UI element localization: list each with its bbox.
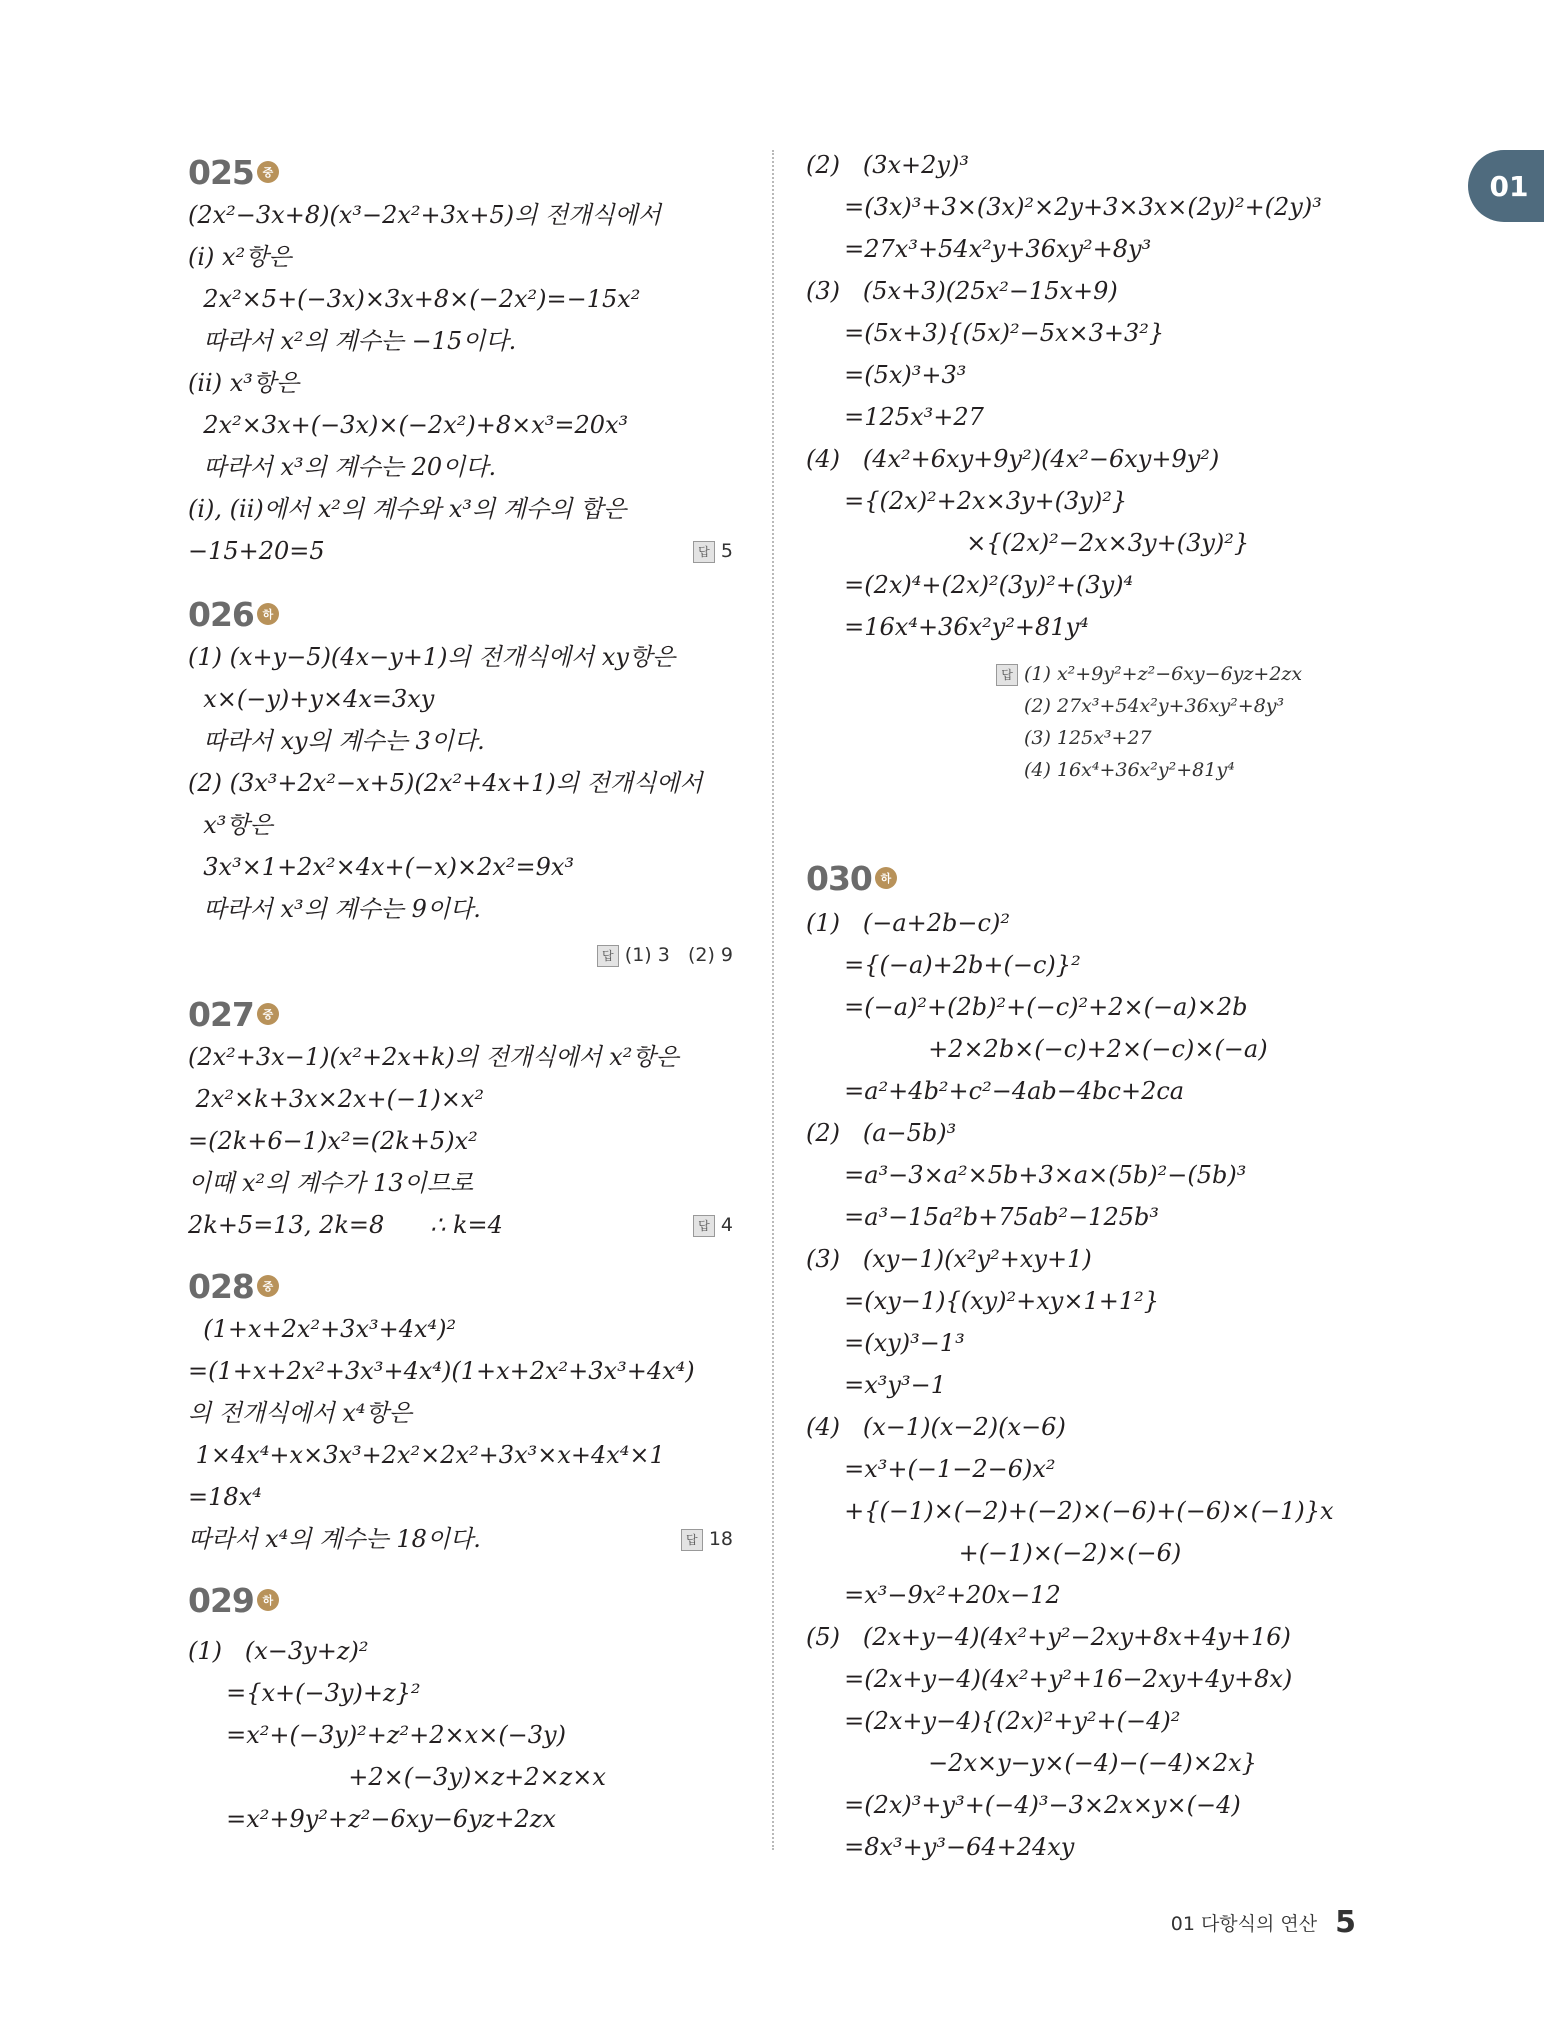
solution-line: =(1+x+2x²+3x³+4x⁴)(1+x+2x²+3x³+4x⁴) — [188, 1357, 695, 1385]
answer — [681, 1524, 733, 1554]
solution-line: (3) (xy−1)(x²y²+xy+1) — [806, 1245, 1092, 1273]
answer-item — [996, 754, 1302, 786]
answer-value: (4) 16x⁴+36x²y²+81y⁴ — [1024, 759, 1235, 781]
solution-line: =x³−9x²+20x−12 — [806, 1581, 1061, 1609]
solution-line: =a³−3×a²×5b+3×a×(5b)²−(5b)³ — [806, 1161, 1247, 1189]
problem-number: 026 — [188, 594, 254, 634]
solution-line: =x³+(−1−2−6)x² — [806, 1455, 1056, 1483]
solution-line: 따라서 x⁴의 계수는 18이다. — [188, 1525, 481, 1553]
solution-line: =x³y³−1 — [806, 1371, 946, 1399]
solution-line: =(2x+y−4)(4x²+y²+16−2xy+4y+8x) — [806, 1665, 1293, 1693]
solution-line: =18x⁴ — [188, 1483, 262, 1511]
solution-line: (1) (x−3y+z)² — [188, 1637, 369, 1665]
solution-line: (1) (x+y−5)(4x−y+1)의 전개식에서 xy항은 — [188, 643, 676, 671]
problem-header — [806, 856, 897, 900]
solution-line: 따라서 x³의 계수는 20이다. — [188, 453, 497, 481]
solution-line: (4) (4x²+6xy+9y²)(4x²−6xy+9y²) — [806, 445, 1220, 473]
solution-line: (2) (a−5b)³ — [806, 1119, 957, 1147]
solution-line: 따라서 xy의 계수는 3이다. — [188, 727, 485, 755]
answer-item — [996, 658, 1302, 690]
solution-line: (ii) x³항은 — [188, 369, 300, 397]
solution-line: =(2k+6−1)x²=(2k+5)x² — [188, 1127, 478, 1155]
solution-line: −2x×y−y×(−4)−(−4)×2x} — [806, 1749, 1257, 1777]
solution-line: 1×4x⁴+x×3x³+2x²×2x²+3x³×x+4x⁴×1 — [188, 1441, 665, 1469]
solution-line: +{(−1)×(−2)+(−2)×(−6)+(−6)×(−1)}x — [806, 1497, 1334, 1525]
solution-line: x³항은 — [188, 811, 273, 839]
answer-value: (1) 3 (2) 9 — [624, 944, 733, 966]
solution-line: (i) x²항은 — [188, 243, 292, 271]
answer-value: 18 — [708, 1528, 733, 1550]
problem-number: 027 — [188, 994, 254, 1034]
solution-line: =(2x)³+y³+(−4)³−3×2x×y×(−4) — [806, 1791, 1241, 1819]
problem-number: 028 — [188, 1266, 254, 1306]
solution-line: +2×2b×(−c)+2×(−c)×(−a) — [806, 1035, 1268, 1063]
solution-line: ×{(2x)²−2x×3y+(3y)²} — [806, 529, 1250, 557]
answer-list — [996, 658, 1302, 786]
problem-header — [188, 592, 279, 636]
solution-line: =16x⁴+36x²y²+81y⁴ — [806, 613, 1089, 641]
solution-line: =(5x)³+3³ — [806, 361, 967, 389]
difficulty-badge: 하 — [257, 603, 279, 625]
problem-header — [188, 150, 279, 194]
solution-line: =(2x+y−4){(2x)²+y²+(−4)² — [806, 1707, 1181, 1735]
solution-line: (2) (3x+2y)³ — [806, 151, 969, 179]
answer-mark-icon: 답 — [597, 945, 619, 967]
solution-line: 따라서 x³의 계수는 9이다. — [188, 895, 481, 923]
solution-line: =a²+4b²+c²−4ab−4bc+2ca — [806, 1077, 1185, 1105]
solution-line: 2k+5=13, 2k=8 ∴ k=4 — [188, 1211, 503, 1239]
difficulty-badge: 중 — [257, 161, 279, 183]
solution-line: =x²+9y²+z²−6xy−6yz+2zx — [188, 1805, 556, 1833]
solution-line: =(xy−1){(xy)²+xy×1+1²} — [806, 1287, 1160, 1315]
solution-line: −15+20=5 — [188, 537, 325, 565]
solution-line: x×(−y)+y×4x=3xy — [188, 685, 435, 713]
solution-line: ={x+(−3y)+z}² — [188, 1679, 421, 1707]
solution-line: ={(−a)+2b+(−c)}² — [806, 951, 1081, 979]
answer — [693, 1210, 733, 1240]
answer-value: (1) x²+9y²+z²−6xy−6yz+2zx — [1024, 663, 1303, 685]
solution-line: 따라서 x²의 계수는 −15이다. — [188, 327, 517, 355]
solution-line: (2x²−3x+8)(x³−2x²+3x+5)의 전개식에서 — [188, 201, 661, 229]
problem-number: 030 — [806, 858, 872, 898]
answer — [597, 940, 733, 970]
chapter-tab — [1468, 150, 1544, 222]
solution-line: =a³−15a²b+75ab²−125b³ — [806, 1203, 1159, 1231]
difficulty-badge: 중 — [257, 1275, 279, 1297]
difficulty-badge: 중 — [257, 1003, 279, 1025]
solution-line: 의 전개식에서 x⁴항은 — [188, 1399, 412, 1427]
problem-number: 025 — [188, 152, 254, 192]
problem-header — [188, 992, 279, 1036]
solution-line: =(3x)³+3×(3x)²×2y+3×3x×(2y)²+(2y)³ — [806, 193, 1322, 221]
page-number: 5 — [1335, 1905, 1356, 1940]
solution-line: 이때 x²의 계수가 13이므로 — [188, 1169, 474, 1197]
solution-line: +(−1)×(−2)×(−6) — [806, 1539, 1182, 1567]
solution-line: =(−a)²+(2b)²+(−c)²+2×(−a)×2b — [806, 993, 1248, 1021]
solution-line: (1+x+2x²+3x³+4x⁴)² — [188, 1315, 457, 1343]
answer-value: (2) 27x³+54x²y+36xy²+8y³ — [1024, 695, 1285, 717]
solution-line: (2x²+3x−1)(x²+2x+k)의 전개식에서 x²항은 — [188, 1043, 679, 1071]
solution-line: (5) (2x+y−4)(4x²+y²−2xy+8x+4y+16) — [806, 1623, 1291, 1651]
column-divider — [772, 150, 774, 1850]
solution-line: 3x³×1+2x²×4x+(−x)×2x²=9x³ — [188, 853, 575, 881]
answer-value: 5 — [720, 540, 733, 562]
solution-line: (4) (x−1)(x−2)(x−6) — [806, 1413, 1066, 1441]
answer — [693, 536, 733, 566]
problem-header — [188, 1264, 279, 1308]
chapter-tab-label: 01 — [1489, 169, 1529, 203]
solution-line: ={(2x)²+2x×3y+(3y)²} — [806, 487, 1128, 515]
solution-line: =(2x)⁴+(2x)²(3y)²+(3y)⁴ — [806, 571, 1134, 599]
footer — [1171, 1905, 1356, 1940]
answer-item — [996, 690, 1302, 722]
answer-mark-icon: 답 — [681, 1529, 703, 1551]
solution-line: =(5x+3){(5x)²−5x×3+3²} — [806, 319, 1165, 347]
solution-line: (i), (ii)에서 x²의 계수와 x³의 계수의 합은 — [188, 495, 627, 523]
solution-line: 2x²×3x+(−3x)×(−2x²)+8×x³=20x³ — [188, 411, 629, 439]
solution-line: =8x³+y³−64+24xy — [806, 1833, 1075, 1861]
answer-item — [996, 722, 1302, 754]
answer-mark-icon: 답 — [693, 541, 715, 563]
solution-line: (3) (5x+3)(25x²−15x+9) — [806, 277, 1118, 305]
solution-line: 2x²×k+3x×2x+(−1)×x² — [188, 1085, 485, 1113]
answer-mark-icon: 답 — [693, 1215, 715, 1237]
solution-line: +2×(−3y)×z+2×z×x — [188, 1763, 606, 1791]
answer-value: 4 — [720, 1214, 733, 1236]
problem-number: 029 — [188, 1580, 254, 1620]
difficulty-badge: 하 — [875, 867, 897, 889]
solution-line: =(xy)³−1³ — [806, 1329, 965, 1357]
answer-mark-icon: 답 — [996, 664, 1018, 686]
answer-value: (3) 125x³+27 — [1024, 727, 1152, 749]
solution-line: (2) (3x³+2x²−x+5)(2x²+4x+1)의 전개식에서 — [188, 769, 703, 797]
difficulty-badge: 하 — [257, 1589, 279, 1611]
solution-line: =27x³+54x²y+36xy²+8y³ — [806, 235, 1152, 263]
solution-line: 2x²×5+(−3x)×3x+8×(−2x²)=−15x² — [188, 285, 641, 313]
solution-line: =125x³+27 — [806, 403, 984, 431]
solution-line: (1) (−a+2b−c)² — [806, 909, 1010, 937]
problem-header — [188, 1578, 279, 1622]
solution-line: =x²+(−3y)²+z²+2×x×(−3y) — [188, 1721, 566, 1749]
footer-chapter-title: 01 다항식의 연산 — [1170, 1913, 1318, 1935]
